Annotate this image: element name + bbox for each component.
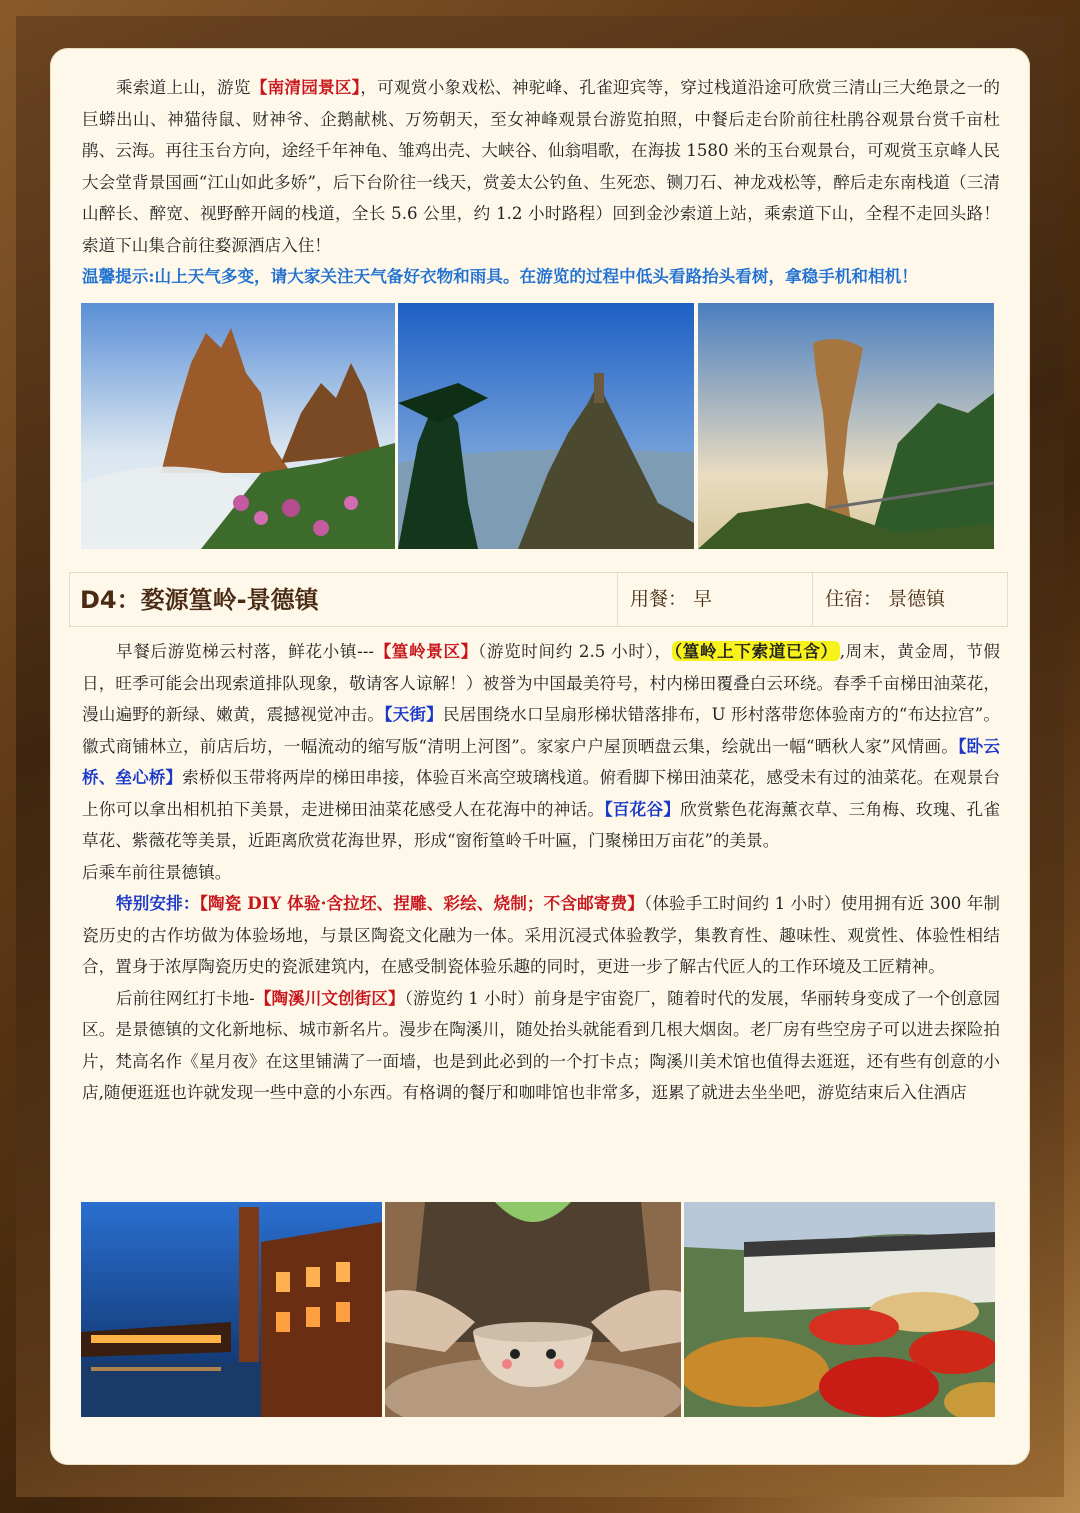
text: 乘索道上山，游览 [116,78,251,97]
scenic-tag: 【南清园景区】 [250,77,361,97]
meal-info: 用餐： 早 [617,573,812,626]
text: 后前往网红打卡地- [116,988,255,1008]
photo-rock-pillar [698,303,994,549]
photo-sanqing-peaks [81,303,395,549]
text: 索桥似玉带将两岸的梯田串接，体验百米高空玻璃栈道。俯看脚下梯田油菜花，感受未有过的油菜花。在观景台上你可以拿出相机拍下美景，走进梯田油菜花感受人在花海中的神话。 [82,768,1000,819]
text: 欣赏紫色花海薰衣草、三角梅、玫瑰、孔雀草花、紫薇花等美景，近距离欣赏花海世界，形成“窗衔篁岭千叶匾，门聚梯田万亩花”的美景。 [82,799,1001,850]
photo-taoxichuan-night [81,1202,382,1417]
text: ,周末，黄金周，节假日，旺季可能会出现索道排队现象，敬请客人谅解！）被誉为中国最美符号，村内梯田覆叠白云环绕。春季千亩梯田油菜花，漫山遍野的新绿、嫩黄，震撼视觉冲击。 [82,642,1001,724]
day-header [69,572,1008,627]
cableway-highlight: （篁岭上下索道已含） [673,641,838,661]
scenic-tag: 【天街】 [384,704,444,724]
warm-tip: 温馨提示:山上天气多变，请大家关注天气备好衣物和雨具。在游览的过程中低头看路抬头看树，拿稳手机和相机！ [82,266,918,286]
stay-info: 住宿： 景德镇 [812,573,1007,626]
special-label: 特别安排： [116,893,200,913]
text: ，可观赏小象戏松、神驼峰、孔雀迎宾等，穿过栈道沿途可欣赏三清山三大绝景之一的巨蟒出山、神猫待鼠、财神爷、企鹅献桃、万笏朝天，至女神峰观景台游览拍照，中餐后走台阶前往杜鹃谷观景台赏千亩杜鹃、云海。再往玉台方向，途经千年神龟、雏鸡出壳、大峡谷、仙翁唱歌，在海拔 1580 米的玉台观景台，可观赏玉京峰人民大会堂背景国画“江山如此多娇”，后下台阶往一线天，赏姜太公钓鱼、生死恋、铡刀石、神龙戏松等，醉后走东南栈道（三清山醉长、醉宽、视野醉开阔的栈道，全长 5.6 公里，约 1.2 小时路程）回到金沙索道上站，乘索道下山，全程不走回头路！索道下山集合前往婺源酒店入住！ [82,78,1001,255]
scenic-tag: 【陶溪川文创街区】 [254,987,405,1008]
day-title: D4：婺源篁岭-景德镇 [80,586,319,614]
photo-sun-drying-autumn [684,1202,995,1417]
text: （体验手工时间约 1 小时）使用拥有近 300 年制瓷历史的古作坊做为体验场地，与景区陶瓷文化融为一体。采用沉浸式体验教学，集教育性、趣味性、观赏性、体验性相结合，置身于浓厚陶瓷历史的瓷派建筑内，在感受制瓷体验乐趣的同时，更进一步了解古代匠人的工作环境及工匠精神。 [82,894,1001,976]
photo-goddess-peak [398,303,694,549]
scenic-tag: 【卧云桥、垒心桥】 [82,735,1001,787]
day3-description [82,72,1000,293]
scenic-tag: 【陶瓷 DIY 体验·含拉坯、捏雕、彩绘、烧制；不含邮寄费】 [199,893,644,913]
scenic-tag: 【篁岭景区】 [373,641,478,661]
text: （游览时间约 2.5 小时）， [477,642,672,661]
photo-pottery-diy [385,1202,681,1417]
transfer-text: 后乘车前往景德镇。 [82,862,232,882]
text: 民居围绕水口呈扇形梯状错落排布，U 形村落带您体验南方的“布达拉宫”。徽式商铺林立，前店后坊，一幅流动的缩写版“清明上河图”。家家户户屋顶晒盘云集，绘就出一幅“晒秋人家”风情画。 [82,705,1001,756]
scenic-tag: 【百花谷】 [604,798,681,819]
text: （游览约 1 小时）前身是宇宙瓷厂，随着时代的发展，华丽转身变成了一个创意园区。是景德镇的文化新地标、城市新名片。漫步在陶溪川，随处抬头就能看到几根大烟囱。老厂房有些空房子可以进去探险拍片，梵高名作《星月夜》在这里铺满了一面墙，也是到此必到的一个打卡点；陶溪川美术馆也值得去逛逛，还有些有创意的小店,随便逛逛也许就发现一些中意的小东西。有格调的餐厅和咖啡馆也非常多，逛累了就进去坐坐吧，游览结束后入住酒店 [82,988,1000,1102]
text: 早餐后游览梯云村落，鲜花小镇--- [116,642,374,661]
day4-description [82,636,1000,1109]
